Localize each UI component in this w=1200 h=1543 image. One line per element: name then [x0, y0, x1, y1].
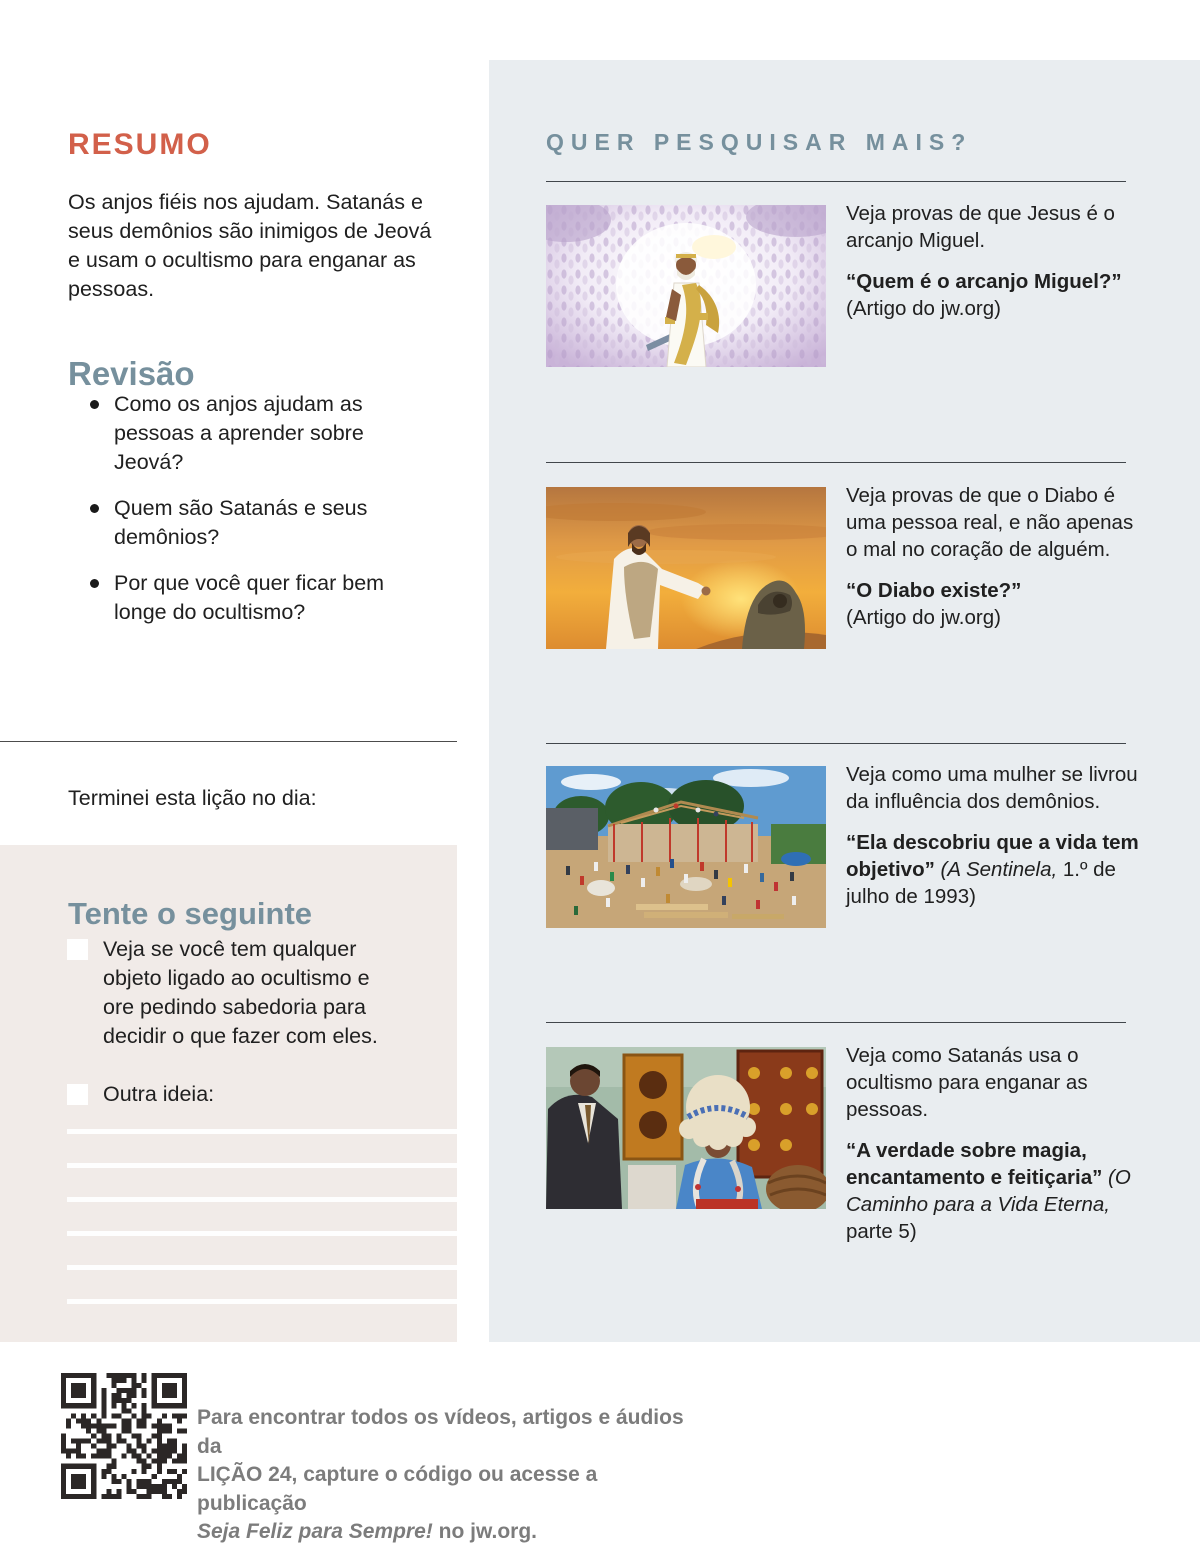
citation-source-italic: (O Caminho para a Vida Eterna, — [846, 1166, 1131, 1216]
thumbnail-archangel-michael — [546, 205, 826, 367]
completion-date-label: Terminei esta lição no dia: — [68, 785, 317, 810]
checkbox-icon[interactable] — [67, 1084, 88, 1105]
writing-line[interactable] — [67, 1231, 457, 1236]
bullet-icon — [90, 579, 99, 588]
footer-note — [197, 1404, 697, 1543]
research-item-citation — [846, 268, 1146, 322]
citation-title: “Ela descobriu que a vida tem objetivo” — [846, 831, 1139, 881]
footer-line-1: Para encontrar todos os vídeos, artigos e áudios da — [197, 1406, 684, 1458]
citation-source: (Artigo do jw.org) — [846, 297, 1001, 320]
citation-source: parte 5) — [846, 1220, 917, 1243]
try-this-box — [0, 845, 457, 1342]
writing-lines — [67, 1129, 457, 1333]
citation-title: “Quem é o arcanjo Miguel?” — [846, 270, 1122, 293]
review-question — [90, 494, 430, 552]
citation-source-italic: (A Sentinela, — [940, 858, 1058, 881]
try-this-item — [67, 1080, 403, 1109]
thumbnail-construction-site — [546, 766, 826, 928]
writing-line[interactable] — [67, 1299, 457, 1304]
research-title: QUER PESQUISAR MAIS? — [546, 129, 973, 156]
research-item — [846, 1042, 1146, 1245]
citation-title: “O Diabo existe?” — [846, 579, 1022, 602]
revisao-title: Revisão — [68, 355, 195, 392]
review-question — [90, 569, 430, 627]
checkbox-icon[interactable] — [67, 939, 88, 960]
thumbnail-traditional-healer — [546, 1047, 826, 1209]
resumo-title: RESUMO — [68, 127, 212, 161]
citation-source: (Artigo do jw.org) — [846, 606, 1001, 629]
research-divider — [546, 181, 1126, 182]
citation-title: “A verdade sobre magia, encantamento e feitiçaria” — [846, 1139, 1103, 1189]
try-this-item-text: Veja se você tem qualquer objeto ligado ao ocultismo e ore pedindo sabedoria para decidir o que fazer com eles. — [103, 937, 378, 1048]
research-panel — [489, 60, 1200, 1342]
try-this-item — [67, 935, 403, 1051]
thumbnail-jesus-and-satan — [546, 487, 826, 649]
research-divider — [546, 1022, 1126, 1023]
research-divider — [546, 743, 1126, 744]
writing-line[interactable] — [67, 1129, 457, 1134]
research-item-citation — [846, 1137, 1146, 1245]
review-question-list — [90, 390, 430, 644]
research-item — [846, 482, 1146, 631]
research-item-citation — [846, 577, 1146, 631]
review-question-text: Como os anjos ajudam as pessoas a aprender sobre Jeová? — [114, 392, 364, 474]
research-item-citation — [846, 829, 1146, 910]
citation-source: 1.º de julho de 1993) — [846, 858, 1116, 908]
writing-line[interactable] — [67, 1197, 457, 1202]
writing-line[interactable] — [67, 1265, 457, 1270]
qr-code — [60, 1372, 188, 1500]
review-question — [90, 390, 430, 477]
research-divider — [546, 462, 1126, 463]
research-item-description: Veja provas de que o Diabo é uma pessoa real, e não apenas o mal no coração de alguém. — [846, 484, 1134, 561]
footer-line-2: LIÇÃO 24, capture o código ou acesse a publicação — [197, 1463, 598, 1515]
research-item-description: Veja como Satanás usa o ocultismo para enganar as pessoas. — [846, 1044, 1088, 1121]
try-this-title: Tente o seguinte — [68, 896, 313, 931]
bullet-icon — [90, 504, 99, 513]
research-item — [846, 761, 1146, 910]
writing-line[interactable] — [67, 1163, 457, 1168]
review-question-text: Quem são Satanás e seus demônios? — [114, 496, 368, 549]
section-divider — [0, 741, 457, 742]
research-item — [846, 200, 1146, 322]
research-item-description: Veja provas de que Jesus é o arcanjo Miguel. — [846, 202, 1115, 252]
footer-line-3: Seja Feliz para Sempre! no jw.org. — [197, 1520, 537, 1543]
bullet-icon — [90, 400, 99, 409]
other-idea-label: Outra ideia: — [103, 1082, 215, 1106]
resumo-body: Os anjos fiéis nos ajudam. Satanás e seus demônios são inimigos de Jeová e usam o ocultismo para enganar as pessoas. — [68, 189, 432, 301]
research-item-description: Veja como uma mulher se livrou da influência dos demônios. — [846, 763, 1138, 813]
review-question-text: Por que você quer ficar bem longe do ocultismo? — [114, 571, 385, 624]
